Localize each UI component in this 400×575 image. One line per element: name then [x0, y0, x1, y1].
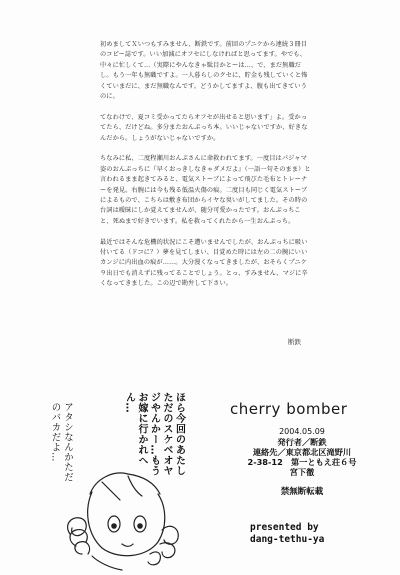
afterword-paragraph-1: 初めましてＸいつもすみません、断鉄です。前回のプニケから連続３冊目のコピー誌です。いい加減にオフセにしなければと思ってます。やでも、中々に忙しくて…（実際にやんなきゃ駄目かとーは…、で、まだ無職だし。もう一年も無職ですよ。一人暮らしのクセに、貯金も残していくと怖くていまだに、まだ無職なんです。どうかしてますよ、腹も出てきていうのに。: [100, 41, 308, 101]
character-sketch-illustration: [62, 422, 182, 572]
afterword-paragraph-3: ちなみに私、二度程瀬川おんぷさんに命救われてます。一度目はパジャマ姿のおんぷっちに『早くおっきしなきゃダメだよ』（一語一句そのまま）と言われるまま起きてみると、電気ストーブによって飛びた毛布とトレーナーを発見。右腕には今も残る低温火傷の痕。二度目も同じく電気ストーブによるもので、こちらは敷き布団からイヤな臭いがしてました。その時の台詞は曖昧にしか覚えてませんが、随分可愛かったです。おんぷっちこと、死ぬまで好きでいます。私を救ってくれたから一生おんぷっち。: [100, 155, 311, 225]
afterword-paragraph-4: 最近ではそんな危機的状況にこそ遭いませんでしたが、おんぷっちに吸い付いてる（ドコに？）夢を見てしまい、目覚めた時には左の二の腕にいいカンジに内出血の痕が……。大分漫くなってきましたが、おそらくプニケ９出日でも消えずに残ってることでしょう。とっ、すみません、マジに辛くなってきました。この辺で勘弁して下さい。: [100, 238, 308, 288]
address-line: 2-38-12 第一ともえ荘６号: [247, 457, 357, 467]
circle-name: dang-tethu-ya: [250, 534, 325, 545]
publisher-line: 発行者／断鉄: [277, 437, 327, 447]
hair-outline: [90, 473, 160, 494]
speech-bubble-right: ほら今回のあたしただのスケベオヤジやんかー…もうお嫁に行かれへん…: [123, 392, 185, 476]
publication-date: 2004.05.09: [279, 427, 325, 436]
author-signature: 断鉄: [288, 338, 301, 346]
contact-line: 連絡先／東京都北区滝野川: [252, 447, 352, 457]
colophon: [222, 400, 382, 546]
speech-bubble-left: アタシなんかただのバカだよ…: [49, 402, 73, 482]
presented-by-label: presented by: [250, 522, 319, 533]
mouth: [122, 544, 133, 546]
left-hair-bun: [68, 518, 90, 554]
book-title: cherry bomber: [230, 400, 348, 418]
no-reproduction-notice: 禁無断転載: [280, 487, 324, 497]
afterword-text: [100, 40, 312, 300]
afterword-paragraph-2: てなわけで、夏コミ受かってたらオフセが出せると思います」よ。受かってたら、だけどね。多分またおんぷっち本。いいじゃないですか、好きなんだから。しょうがないじゃないですか。: [100, 113, 308, 142]
recipient-line: 宮下徹: [289, 467, 315, 477]
